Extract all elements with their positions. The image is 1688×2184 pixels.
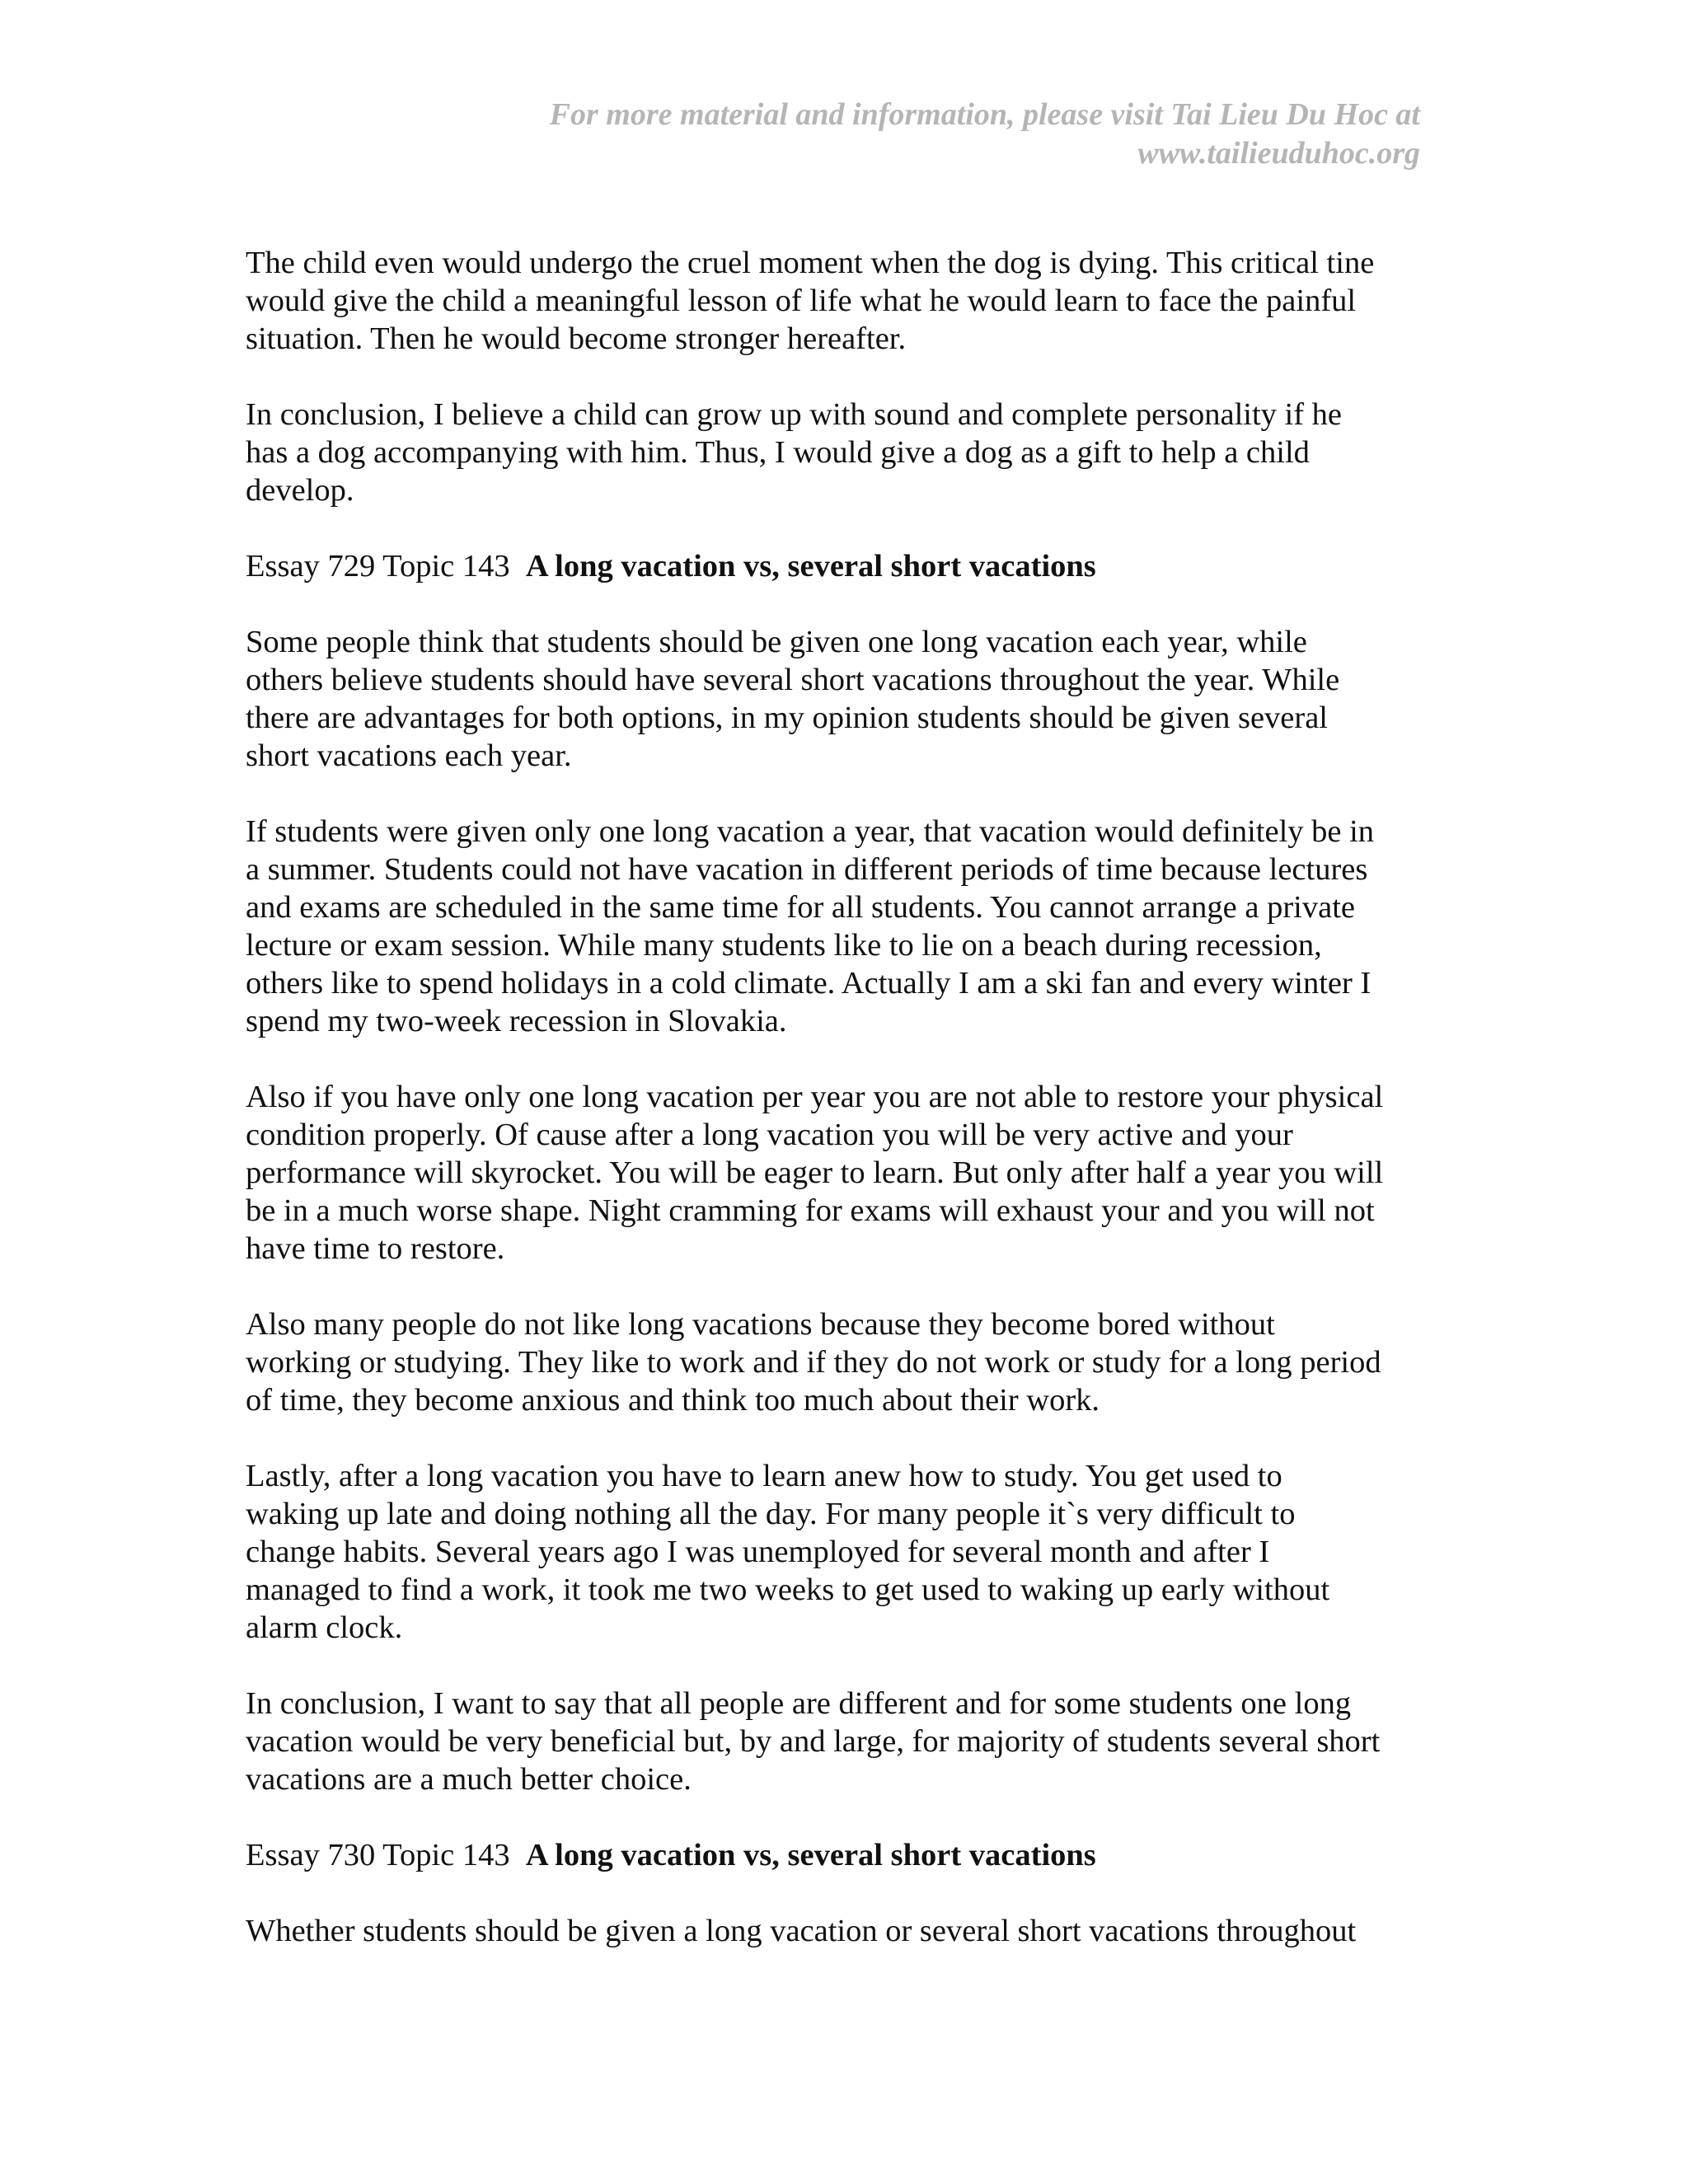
page-header <box>266 96 1420 173</box>
text-line: short vacations each year. <box>246 738 572 773</box>
text-line: spend my two-week recession in Slovakia. <box>246 1004 787 1038</box>
text-line: alarm clock. <box>246 1610 403 1645</box>
text-line: performance will skyrocket. You will be eager to learn. But only after half a year you will <box>246 1155 1384 1190</box>
paragraph <box>246 623 1432 775</box>
text-line: have time to restore. <box>246 1231 505 1266</box>
essay-730-heading <box>246 1836 1432 1874</box>
text-line: Whether students should be given a long vacation or several short vacations throughout <box>246 1914 1357 1948</box>
text-line: Also many people do not like long vacations because they become bored without <box>246 1307 1275 1342</box>
essay-label: Essay 730 Topic 143 <box>246 1838 510 1872</box>
text-line: develop. <box>246 473 354 508</box>
text-line: others like to spend holidays in a cold climate. Actually I am a ski fan and every winter I <box>246 966 1372 1001</box>
paragraph <box>246 1457 1432 1647</box>
text-line: lecture or exam session. While many students like to lie on a beach during recession, <box>246 928 1322 963</box>
paragraph <box>246 1912 1432 1950</box>
text-line: others believe students should have several short vacations throughout the year. While <box>246 663 1340 697</box>
essay-label: Essay 729 Topic 143 <box>246 549 510 583</box>
header-line-2: www.tailieuduhoc.org <box>1137 136 1420 171</box>
header-line-1: For more material and information, please visit Tai Lieu Du Hoc at <box>549 97 1420 132</box>
text-line: vacations are a much better choice. <box>246 1762 692 1797</box>
text-line: change habits. Several years ago I was unemployed for several month and after I <box>246 1535 1270 1569</box>
text-line: Lastly, after a long vacation you have to learn anew how to study. You get used to <box>246 1459 1282 1493</box>
document-body <box>246 244 1432 1988</box>
text-line: working or studying. They like to work and if they do not work or study for a long period <box>246 1345 1381 1380</box>
paragraph <box>246 1305 1432 1419</box>
text-line: In conclusion, I believe a child can grow up with sound and complete personality if he <box>246 397 1343 432</box>
text-line: there are advantages for both options, in my opinion students should be given several <box>246 701 1328 735</box>
paragraph <box>246 1685 1432 1798</box>
essay-title: A long vacation vs, several short vacations <box>525 549 1096 583</box>
paragraph <box>246 244 1432 358</box>
text-line: The child even would undergo the cruel moment when the dog is dying. This critical tine <box>246 246 1375 280</box>
text-line: and exams are scheduled in the same time for all students. You cannot arrange a private <box>246 890 1355 925</box>
text-line: has a dog accompanying with him. Thus, I would give a dog as a gift to help a child <box>246 435 1310 470</box>
text-line: waking up late and doing nothing all the day. For many people it`s very difficult to <box>246 1497 1296 1531</box>
text-line: vacation would be very beneficial but, by and large, for majority of students several short <box>246 1724 1381 1759</box>
text-line: Also if you have only one long vacation per year you are not able to restore your physical <box>246 1080 1384 1114</box>
text-line: be in a much worse shape. Night cramming for exams will exhaust your and you will not <box>246 1193 1375 1228</box>
paragraph <box>246 396 1432 509</box>
text-line: If students were given only one long vacation a year, that vacation would definitely be in <box>246 814 1375 849</box>
text-line: managed to find a work, it took me two weeks to get used to waking up early without <box>246 1572 1330 1607</box>
essay-title: A long vacation vs, several short vacations <box>525 1838 1096 1872</box>
paragraph <box>246 813 1432 1040</box>
text-line: situation. Then he would become stronger hereafter. <box>246 321 907 356</box>
paragraph <box>246 1078 1432 1268</box>
text-line: of time, they become anxious and think too much about their work. <box>246 1383 1100 1418</box>
text-line: In conclusion, I want to say that all people are different and for some students one long <box>246 1686 1352 1721</box>
text-line: would give the child a meaningful lesson of life what he would learn to face the painful <box>246 284 1357 318</box>
text-line: a summer. Students could not have vacation in different periods of time because lectures <box>246 852 1368 887</box>
text-line: condition properly. Of cause after a long vacation you will be very active and your <box>246 1118 1293 1152</box>
essay-729-heading <box>246 547 1432 585</box>
text-line: Some people think that students should be given one long vacation each year, while <box>246 625 1307 659</box>
